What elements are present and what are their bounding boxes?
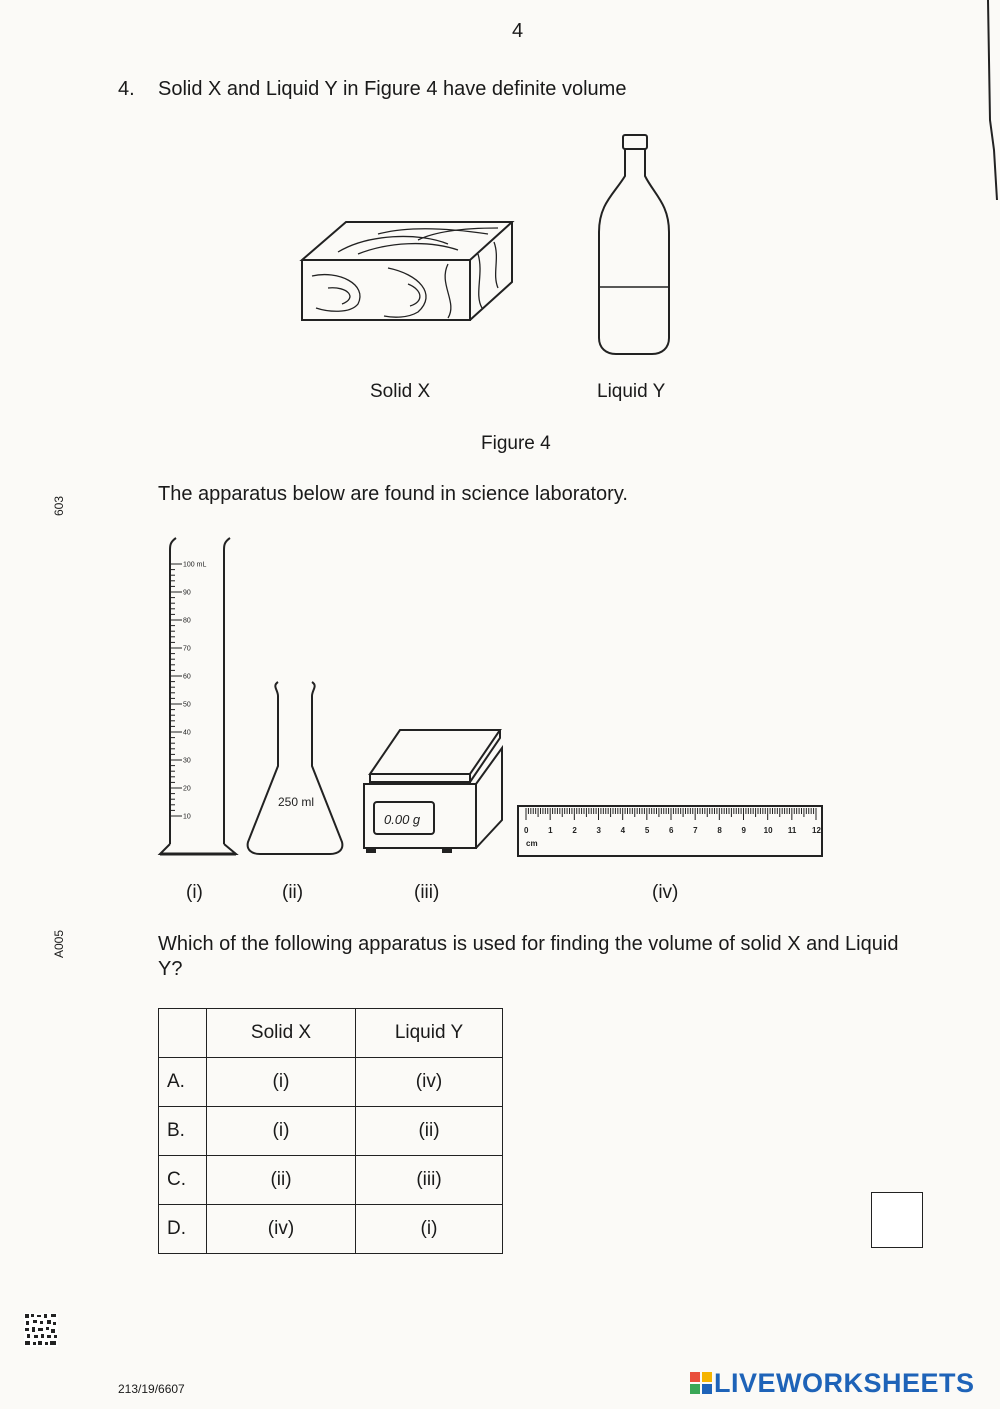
qr-code-image [24,1313,58,1347]
ruler-number: 12 [812,826,821,835]
table-row [159,1156,503,1205]
page-number: 4 [512,20,524,42]
ruler-number: 6 [669,826,674,835]
option-solid-value: (iv) [207,1205,356,1254]
conical-flask-image [244,678,346,860]
liquid-y-caption: Liquid Y [597,381,666,402]
liveworksheets-logo-icon [690,1372,712,1394]
option-liquid-value: (iii) [356,1156,503,1205]
cylinder-mark-label: 20 [183,785,191,793]
solid-x-block-image [298,214,518,326]
option-letter: B. [159,1107,207,1156]
figure-title: Figure 4 [481,433,551,454]
option-letter: D. [159,1205,207,1254]
side-code-603: 603 [52,495,66,516]
ruler-unit: cm [526,839,538,848]
cylinder-mark-label: 30 [183,757,191,765]
ruler-number: 3 [596,826,601,835]
page-edge-line [985,0,1000,200]
question-number: 4. [118,78,135,100]
table-header-solid-x: Solid X [207,1009,356,1058]
balance-display: 0.00 g [384,812,421,827]
apparatus-label-ii: (ii) [282,882,304,903]
cylinder-mark-label: 10 [183,813,191,821]
apparatus-label-iv: (iv) [652,882,679,903]
ruler-number: 1 [548,826,553,835]
table-row [159,1058,503,1107]
ruler-number: 2 [572,826,577,835]
option-letter: A. [159,1058,207,1107]
table-row [159,1107,503,1156]
ruler-number: 11 [787,826,797,835]
ruler-number: 9 [741,826,746,835]
table-row [159,1205,503,1254]
flask-volume-label: 250 ml [278,795,315,809]
cylinder-mark-label: 100 mL [183,561,207,569]
sub-question: Which of the following apparatus is used for finding the volume of solid X and Liquid Y? [158,933,899,980]
option-solid-value: (i) [207,1058,356,1107]
cylinder-mark-label: 40 [183,729,191,737]
side-code-a005: A005 [52,929,66,958]
table-header-row [159,1009,503,1058]
cylinder-mark-label: 60 [183,673,191,681]
answer-input-box[interactable] [871,1192,923,1248]
option-liquid-value: (ii) [356,1107,503,1156]
option-liquid-value: (iv) [356,1058,503,1107]
option-solid-value: (ii) [207,1156,356,1205]
question-text: Solid X and Liquid Y in Figure 4 have definite volume [158,78,627,100]
ruler-number: 7 [693,826,698,835]
table-header-liquid-y: Liquid Y [356,1009,503,1058]
liveworksheets-brand[interactable] [690,1368,975,1399]
brand-text: LIVEWORKSHEETS [714,1368,975,1398]
apparatus-label-iii: (iii) [414,882,440,903]
apparatus-intro: The apparatus below are found in science laboratory. [158,483,628,505]
cylinder-mark-label: 90 [183,589,191,597]
measuring-cylinder-image [156,534,240,860]
ruler-number: 4 [620,826,626,835]
cylinder-mark-label: 50 [183,701,191,709]
table-header-cell [159,1009,207,1058]
option-solid-value: (i) [207,1107,356,1156]
ruler-image [516,804,826,860]
cylinder-mark-label: 70 [183,645,191,653]
option-liquid-value: (i) [356,1205,503,1254]
electronic-balance-image [360,724,506,856]
cylinder-mark-label: 80 [183,617,191,625]
footer-code: 213/19/6607 [118,1382,185,1396]
ruler-number: 0 [524,826,529,835]
liquid-y-bottle-image [594,132,674,358]
solid-x-caption: Solid X [370,381,431,402]
ruler-number: 10 [763,826,773,835]
answer-options-table [158,1008,503,1254]
ruler-number: 8 [717,826,722,835]
apparatus-label-i: (i) [186,882,203,903]
option-letter: C. [159,1156,207,1205]
ruler-number: 5 [644,826,650,835]
